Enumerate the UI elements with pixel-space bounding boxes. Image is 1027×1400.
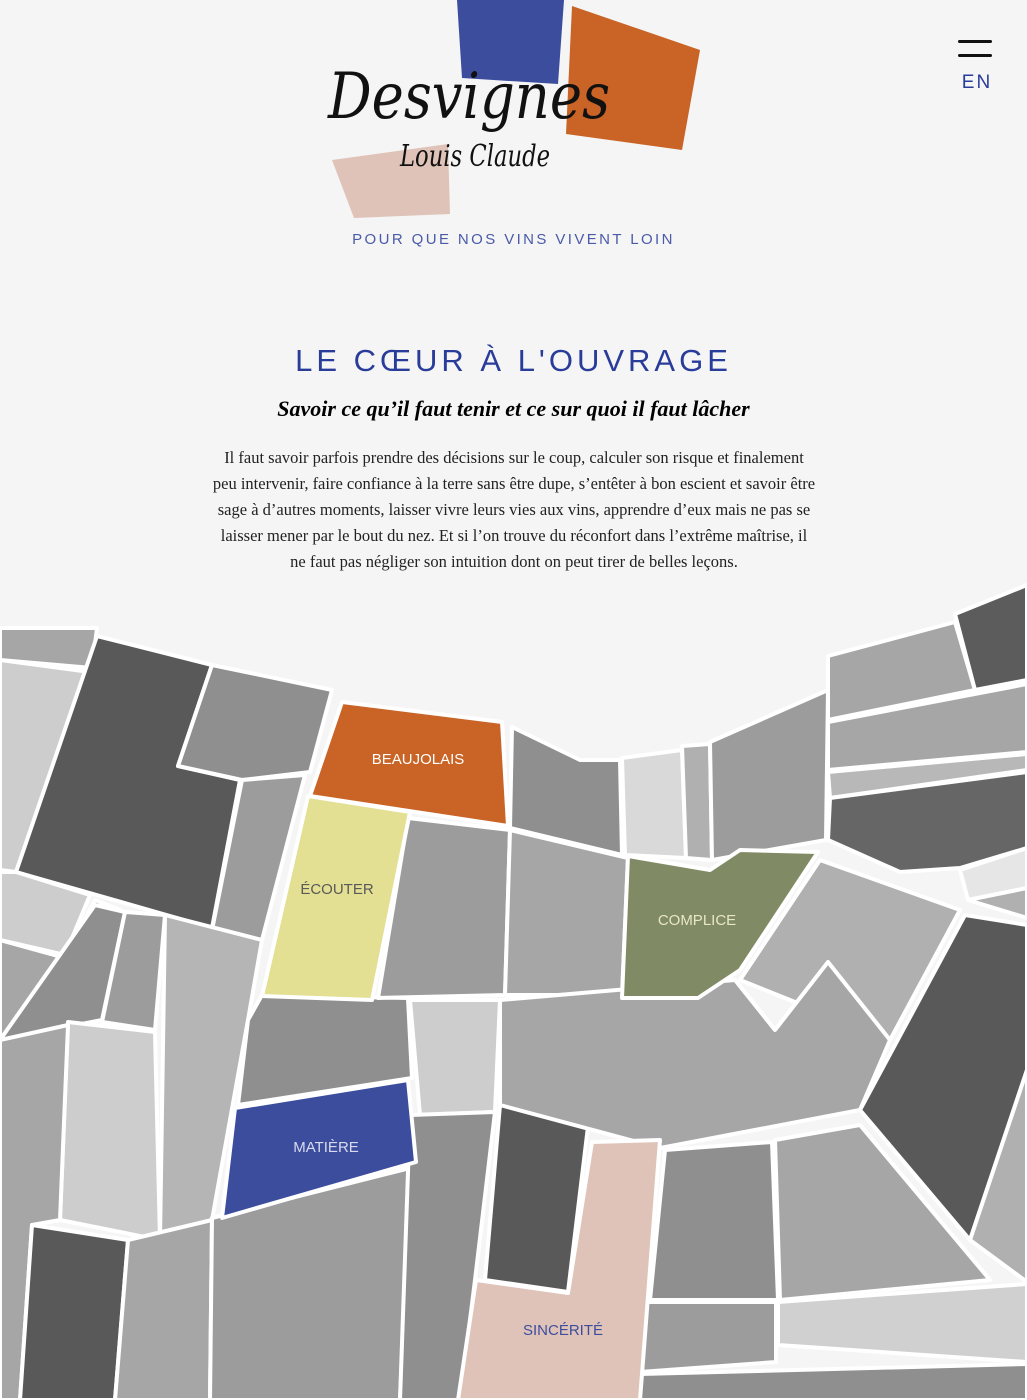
menu-button[interactable] xyxy=(956,38,994,62)
section-body: Il faut savoir parfois prendre des décisions sur le coup, calculer son risque et finalement peu intervenir, faire confiance à la terre sans être dupe, s’entêter à bon escient et savoir être sage à d’autres moments, laisser vivre leurs vies aux vins, apprendre d’eux mais ne pas se laisser mener par le bout du nez. Et si l’on trouve du réconfort dans l’extrême maîtrise, il ne faut pas négliger son intuition dont on peut tirer de belles leçons. xyxy=(212,448,816,571)
map-background-plots xyxy=(0,585,1027,1400)
section-title: LE CŒUR À L'OUVRAGE xyxy=(295,343,732,378)
logo-wordmark: Desvignes xyxy=(327,60,610,134)
map-label-sincerite[interactable]: SINCÉRITÉ xyxy=(522,1321,604,1339)
logo-graphic xyxy=(300,0,720,230)
map-label-complice[interactable]: COMPLICE xyxy=(657,911,737,929)
language-switch-en[interactable]: EN xyxy=(961,72,993,93)
logo-subname: Louis Claude xyxy=(399,139,550,174)
brand-logo[interactable] xyxy=(300,0,720,230)
hamburger-icon xyxy=(958,40,992,43)
vineyard-map xyxy=(0,580,1027,1400)
map-label-matiere[interactable]: MATIÈRE xyxy=(293,1138,359,1156)
map-label-ecouter[interactable]: ÉCOUTER xyxy=(300,880,374,898)
section-subtitle: Savoir ce qu’il faut tenir et ce sur quoi il faut lâcher xyxy=(277,396,750,421)
brand-tagline: POUR QUE NOS VINS VIVENT LOIN xyxy=(352,231,675,248)
map-label-beaujolais[interactable]: BEAUJOLAIS xyxy=(371,750,465,768)
